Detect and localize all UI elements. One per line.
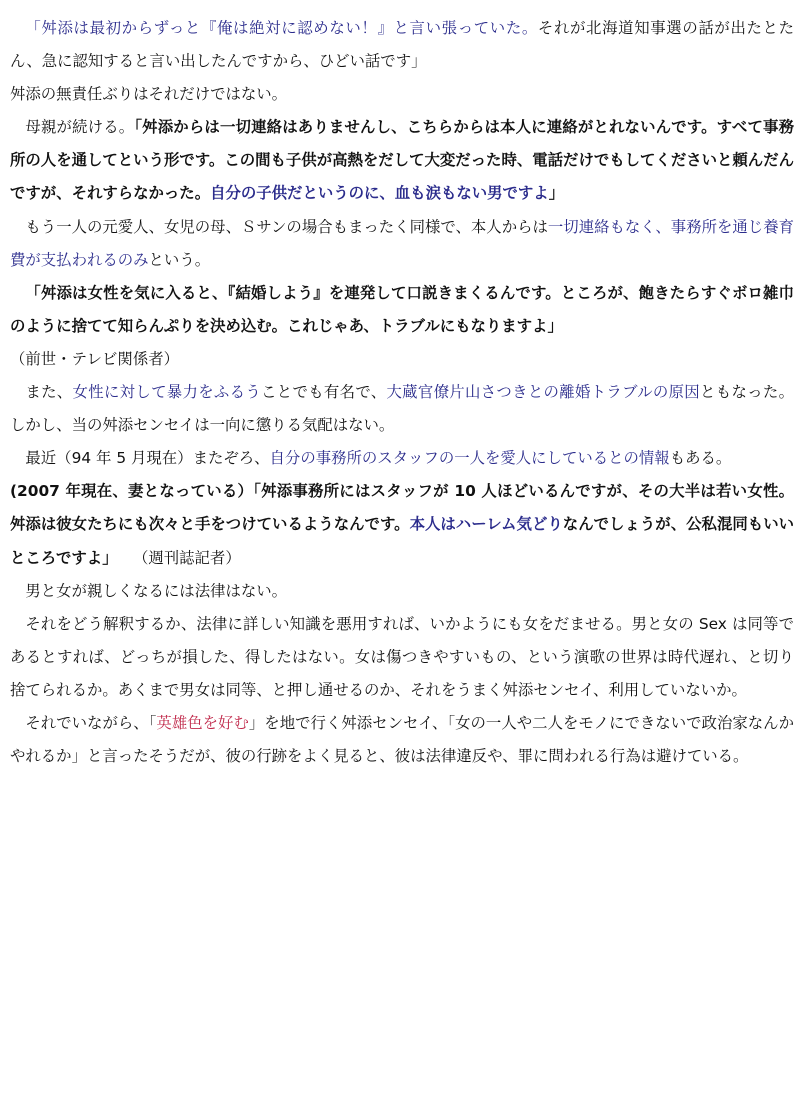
paragraph-11 xyxy=(10,608,794,707)
paragraph-7 xyxy=(10,376,794,442)
text-segment: 舛添の無責任ぶりはそれだけではない。 xyxy=(10,85,288,104)
text-segment: 男と女が親しくなるには法律はない。 xyxy=(25,581,288,600)
paragraph-1 xyxy=(10,12,794,78)
paragraph-4 xyxy=(10,211,794,277)
bold-quote-close: 」 xyxy=(548,184,565,203)
article-body xyxy=(10,12,794,773)
bold-quote: (2007 年現在、妻となっている）「舛添事務所にはスタッフが 10 人ほどいるんですが、その大半は若い女性。舛添は彼女たちにも次々と手をつけているようなんです。 xyxy=(10,482,794,534)
highlighted-text: 大蔵官僚片山さつきとの離婚トラブルの原因 xyxy=(386,383,701,402)
paragraph-9 xyxy=(10,475,794,574)
bold-quote: なんでしょうが、公私混同もいいところですよ」 xyxy=(10,515,794,567)
paragraph-3 xyxy=(10,111,794,210)
paragraph-6 xyxy=(10,343,794,376)
highlighted-text: 女性に対して暴力をふるう xyxy=(72,383,262,402)
paragraph-5 xyxy=(10,277,794,343)
text-segment: 最近（94 年 5 月現在）またぞろ、 xyxy=(25,449,270,468)
text-segment: ともなった。しかし、当の舛添センセイは一向に懲りる気配はない。 xyxy=(10,383,794,435)
highlighted-text: 自分の事務所のスタッフの一人を愛人にしているとの情報 xyxy=(269,449,670,468)
paragraph-12 xyxy=(10,707,794,773)
text-segment: また、 xyxy=(25,383,73,402)
paragraph-10 xyxy=(10,575,794,608)
text-segment: もある。 xyxy=(669,449,732,468)
bold-quote: 「舛添からは一切連絡はありませんし、こちらからは本人に連絡がとれないんです。すべて事務所の人を通してという形です。この間も子供が高熱をだして大変だった時、電話だけでもしてくださいと頼んだんですが、それすらなかった。 xyxy=(10,118,794,203)
text-segment: それでいながら、「 xyxy=(25,713,157,732)
text-segment: という。 xyxy=(148,250,211,269)
text-segment: 」を地で行く舛添センセイ、「女の一人や二人をモノにできないで政治家なんかやれるか」と言ったそうだが、彼の行跡をよく見ると、彼は法律違反や、罪に問われる行為は避けている。 xyxy=(10,713,794,766)
text-segment: 母親が続ける。 xyxy=(25,118,135,137)
highlighted-bold-quote: 自分の子供だというのに、血も涙もない男ですよ xyxy=(210,184,549,203)
source-attribution: （前世・テレビ関係者） xyxy=(10,349,179,368)
source-attribution: （週刊誌記者） xyxy=(109,548,241,567)
highlighted-bold-quote: 本人はハーレム気どり xyxy=(409,515,563,534)
highlighted-text: 一切連絡もなく、事務所を通じ養育費が支払われるのみ xyxy=(10,217,794,269)
text-segment: もう一人の元愛人、女児の母、Ｓサンの場合もまったく同様で、本人からは xyxy=(25,217,548,236)
highlighted-proverb: 英雄色を好む xyxy=(156,713,249,732)
bold-quote: 「舛添は女性を気に入ると、『結婚しよう』を連発して口説きまくるんです。ところが、飽きたらすぐボロ雑巾のように捨てて知らんぷりを決め込む。これじゃあ、トラブルにもなりますよ」 xyxy=(10,283,794,335)
highlighted-quote: 「舛添は最初からずっと『俺は絶対に認めない！』と言い張っていた。 xyxy=(25,19,538,37)
text-segment: ことでも有名で、 xyxy=(261,383,387,402)
paragraph-2 xyxy=(10,78,794,111)
text-segment: それをどう解釈するか、法律に詳しい知識を悪用すれば、いかようにも女をだませる。男と女の Sex は同等であるとすれば、どっちが損した、得したはない。女は傷つきやすいもの、という演歌の世界は時代遅れ、と切り捨てられるか。あくまで男女は同等、と押し通せるのか、それをうまく舛添センセイ、利用していないか。 xyxy=(10,614,794,699)
paragraph-8 xyxy=(10,442,794,475)
text-segment: それが北海道知事選の話が出たとたん、急に認知すると言い出したんですから、ひどい話です」 xyxy=(10,19,794,71)
